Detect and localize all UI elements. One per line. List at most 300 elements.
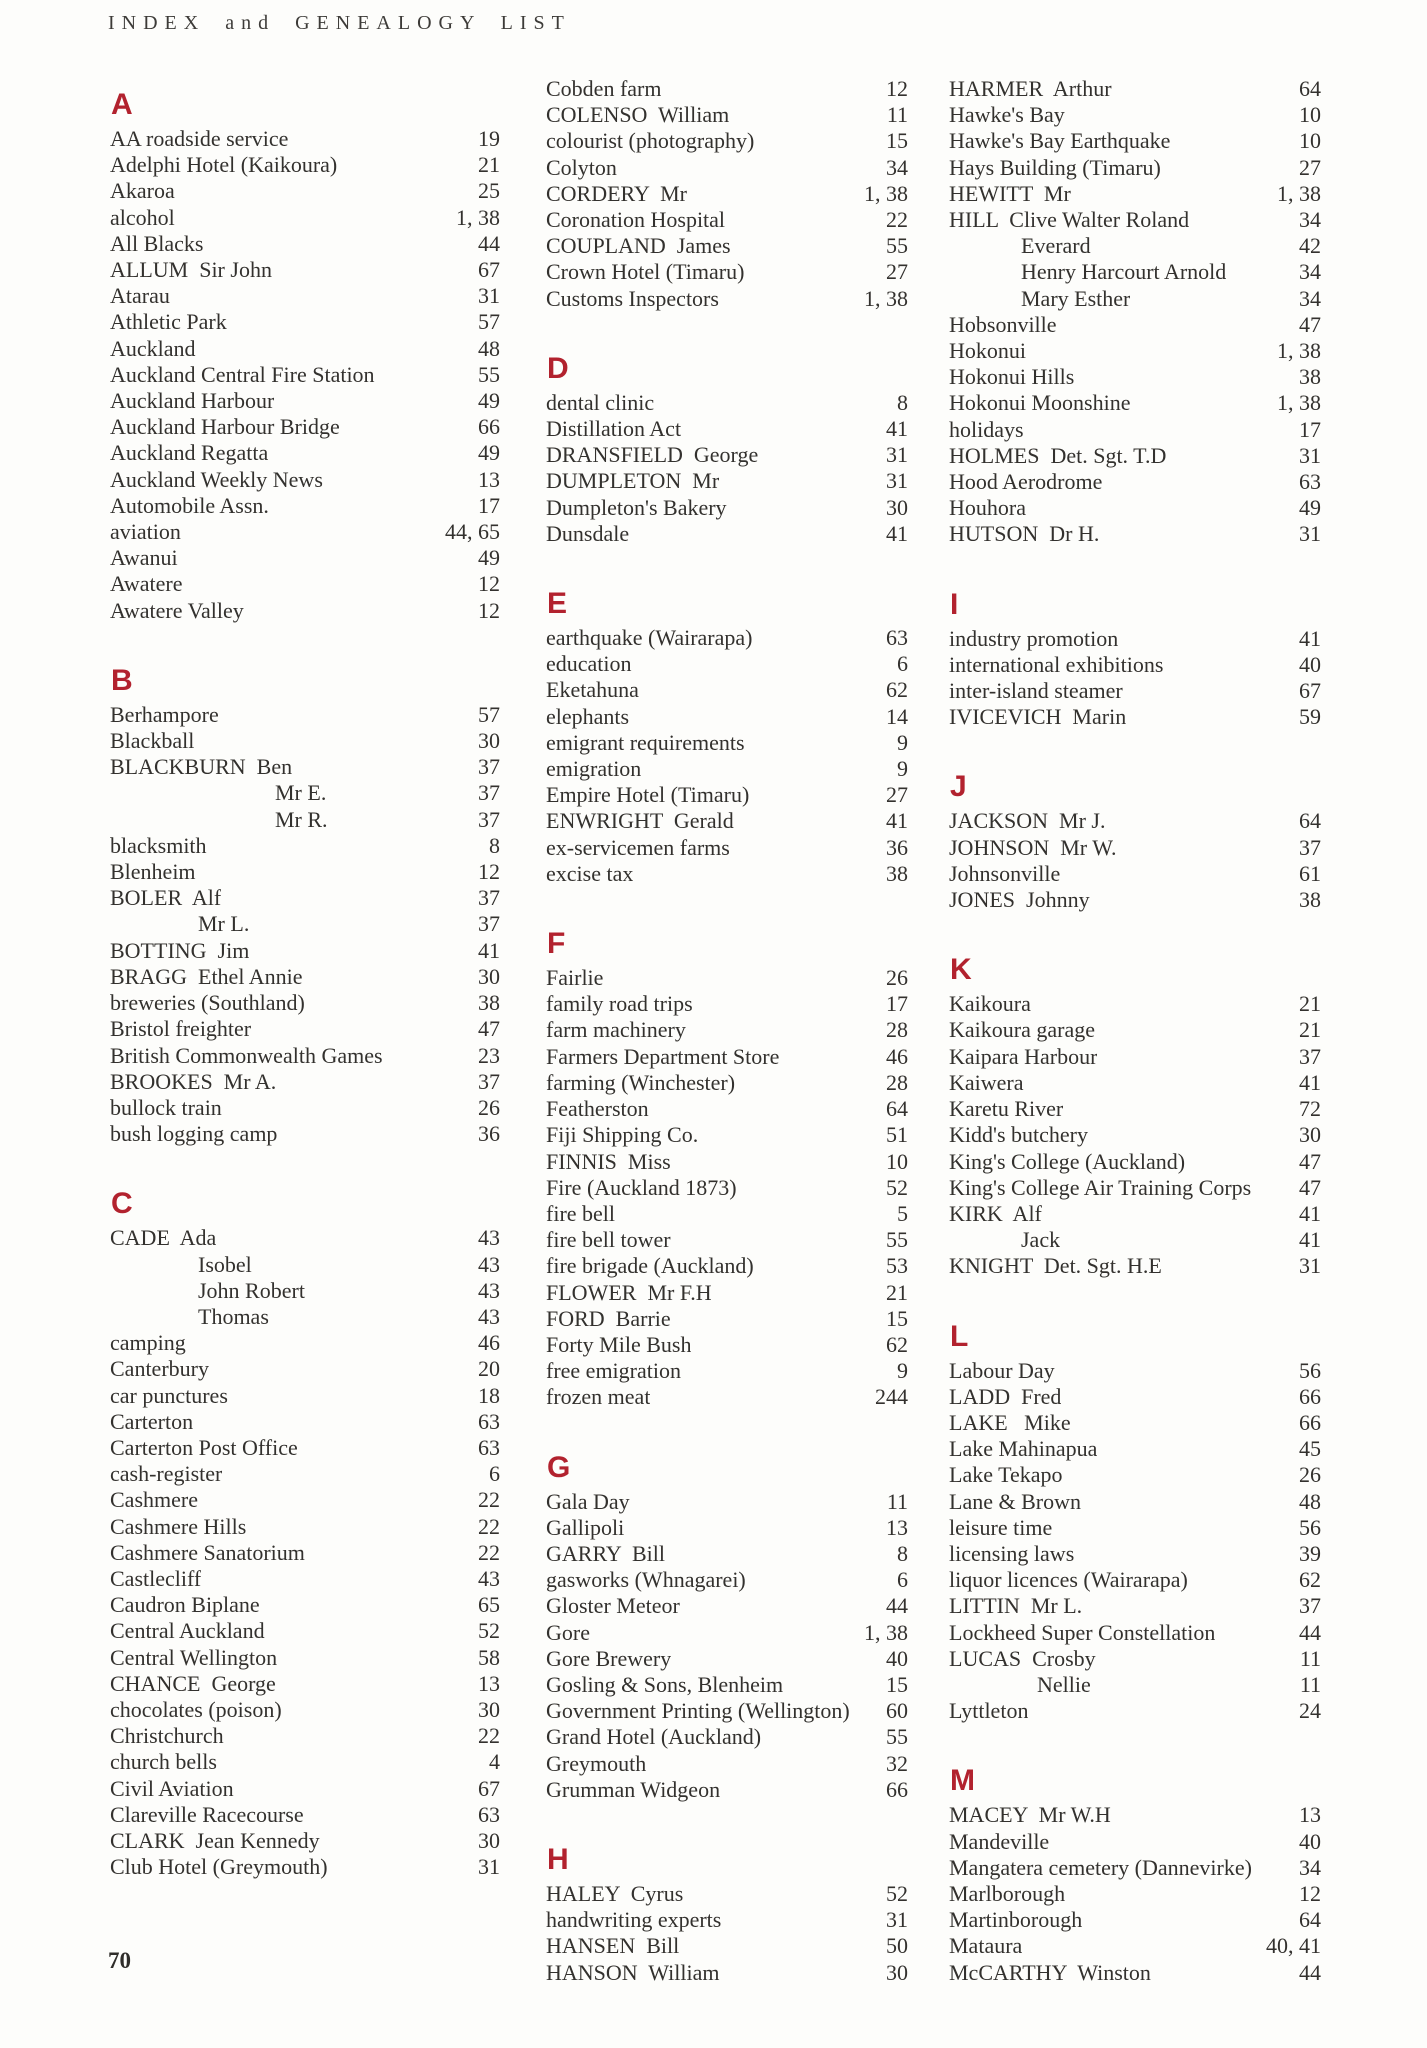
entry-page-numbers: 21 [1299, 991, 1321, 1017]
index-entry [546, 651, 908, 677]
index-entry [546, 1017, 908, 1043]
entry-text: Marlborough [949, 1880, 1066, 1906]
index-entry [110, 1304, 500, 1330]
entry-text: licensing laws [949, 1540, 1075, 1566]
index-entry [546, 128, 908, 154]
entry-page-numbers: 41 [1299, 625, 1321, 651]
entry-page-numbers: 63 [478, 1434, 500, 1460]
index-entry [110, 1828, 500, 1854]
index-entry [110, 519, 500, 545]
entry-page-numbers: 26 [1299, 1462, 1321, 1488]
entry-text: Distillation Act [546, 416, 682, 442]
index-entry [110, 388, 500, 414]
section-letter-l: L [950, 1319, 969, 1353]
entry-text: Gosling & Sons, Blenheim [546, 1671, 784, 1697]
index-entry [546, 756, 908, 782]
entry-text: alcohol [110, 204, 175, 230]
index-entry [546, 76, 908, 102]
entry-page-numbers: 58 [478, 1644, 500, 1670]
entry-text: Thomas [198, 1303, 269, 1329]
entry-text: FLOWER Mr F.H [546, 1279, 712, 1305]
entry-page-numbers: 56 [1299, 1357, 1321, 1383]
entry-page-numbers: 41 [1299, 1069, 1321, 1095]
entry-page-numbers: 57 [478, 701, 500, 727]
index-entry [110, 1069, 500, 1095]
entry-text: colourist (photography) [546, 128, 755, 154]
index-entry [949, 259, 1321, 285]
entry-text: Nellie [1037, 1671, 1091, 1697]
index-entry [546, 1096, 908, 1122]
entry-page-numbers: 60 [886, 1698, 908, 1724]
index-entry [110, 545, 500, 571]
index-entry [546, 730, 908, 756]
entry-text: Awanui [110, 545, 178, 571]
index-entry [110, 1514, 500, 1540]
entry-page-numbers: 44 [1299, 1959, 1321, 1985]
entry-page-numbers: 15 [886, 1671, 908, 1697]
entry-page-numbers: 24 [1299, 1698, 1321, 1724]
index-entry [546, 1489, 908, 1515]
entry-page-numbers: 12 [478, 571, 500, 597]
index-entry [949, 1907, 1321, 1933]
index-entry [110, 1435, 500, 1461]
entry-text: Gloster Meteor [546, 1593, 680, 1619]
entry-text: Gallipoli [546, 1514, 625, 1540]
entry-page-numbers: 32 [886, 1750, 908, 1776]
index-entry [110, 1409, 500, 1435]
index-entry [949, 390, 1321, 416]
index-entry [546, 1751, 908, 1777]
entry-page-numbers: 1, 38 [864, 1619, 908, 1645]
entry-page-numbers: 22 [478, 1487, 500, 1513]
entry-page-numbers: 20 [478, 1356, 500, 1382]
entry-page-numbers: 42 [1299, 233, 1321, 259]
entry-text: HANSEN Bill [546, 1933, 680, 1959]
index-entry [949, 1017, 1321, 1043]
entry-page-numbers: 72 [1299, 1096, 1321, 1122]
entry-page-numbers: 40 [886, 1645, 908, 1671]
index-entry [949, 1201, 1321, 1227]
entry-text: Grumman Widgeon [546, 1776, 721, 1802]
entry-text: Cobden farm [546, 76, 662, 101]
entry-text: earthquake (Wairarapa) [546, 625, 753, 651]
index-entry [110, 702, 500, 728]
entry-text: HILL Clive Walter Roland [949, 207, 1190, 233]
entry-text: Government Printing (Wellington) [546, 1698, 850, 1724]
index-entry [949, 128, 1321, 154]
entry-text: Karetu River [949, 1096, 1064, 1122]
index-entry [110, 990, 500, 1016]
index-entry [110, 257, 500, 283]
entry-text: MACEY Mr W.H [949, 1802, 1111, 1828]
entry-page-numbers: 1, 38 [456, 204, 500, 230]
entry-text: Automobile Assn. [110, 492, 269, 518]
index-entry [546, 286, 908, 312]
entry-page-numbers: 64 [1299, 76, 1321, 101]
entry-text: HEWITT Mr [949, 180, 1071, 206]
section-letter-m: M [950, 1764, 975, 1798]
entry-page-numbers: 37 [1299, 1593, 1321, 1619]
section-letter-j: J [950, 770, 967, 804]
entry-text: John Robert [198, 1277, 305, 1303]
entry-text: education [546, 651, 632, 677]
index-entry [949, 207, 1321, 233]
index-entry [949, 1881, 1321, 1907]
index-entry [546, 1253, 908, 1279]
entry-page-numbers: 30 [478, 1696, 500, 1722]
entry-text: HOLMES Det. Sgt. T.D [949, 442, 1167, 468]
entry-page-numbers: 47 [478, 1016, 500, 1042]
index-entry [949, 1489, 1321, 1515]
index-entry [110, 1383, 500, 1409]
index-entry [110, 493, 500, 519]
entry-text: bush logging camp [110, 1121, 278, 1147]
entry-page-numbers: 30 [478, 963, 500, 989]
entry-page-numbers: 1, 38 [864, 180, 908, 206]
entry-text: Houhora [949, 495, 1026, 521]
entry-text: Fiji Shipping Co. [546, 1122, 699, 1148]
entry-text: Kaipara Harbour [949, 1043, 1098, 1069]
index-entry [949, 1672, 1321, 1698]
entry-text: emigration [546, 756, 642, 782]
entry-page-numbers: 48 [478, 335, 500, 361]
entry-text: Club Hotel (Greymouth) [110, 1854, 328, 1880]
index-entry [546, 704, 908, 730]
entry-page-numbers: 13 [478, 466, 500, 492]
entry-text: BOTTING Jim [110, 937, 250, 963]
entry-page-numbers: 62 [1299, 1567, 1321, 1593]
entry-page-numbers: 31 [886, 468, 908, 494]
entry-page-numbers: 17 [1299, 416, 1321, 442]
entry-page-numbers: 11 [886, 102, 908, 128]
entry-text: Clareville Racecourse [110, 1801, 304, 1827]
entry-page-numbers: 13 [478, 1670, 500, 1696]
index-entry [546, 1515, 908, 1541]
entry-page-numbers: 21 [886, 1279, 908, 1305]
index-entry [546, 1646, 908, 1672]
entry-page-numbers: 26 [478, 1094, 500, 1120]
entry-page-numbers: 10 [1299, 102, 1321, 128]
entry-text: CADE Ada [110, 1225, 217, 1251]
entry-page-numbers: 30 [478, 728, 500, 754]
entry-page-numbers: 67 [478, 1775, 500, 1801]
entry-text: Crown Hotel (Timaru) [546, 259, 745, 285]
entry-text: Featherston [546, 1096, 649, 1122]
entry-text: Lockheed Super Constellation [949, 1619, 1216, 1645]
entry-text: Kaiwera [949, 1069, 1024, 1095]
index-entry [949, 1960, 1321, 1986]
index-entry [546, 1384, 908, 1410]
entry-text: COLENSO William [546, 102, 730, 128]
entry-text: DUMPLETON Mr [546, 468, 720, 494]
entry-text: BOLER Alf [110, 885, 222, 911]
entry-text: Carterton Post Office [110, 1434, 298, 1460]
entry-page-numbers: 34 [886, 154, 908, 180]
index-entry [546, 416, 908, 442]
index-entry [949, 1384, 1321, 1410]
entry-page-numbers: 62 [886, 677, 908, 703]
entry-page-numbers: 67 [478, 257, 500, 283]
entry-page-numbers: 12 [478, 597, 500, 623]
index-entry [546, 625, 908, 651]
index-entry [546, 1724, 908, 1750]
index-entry [546, 102, 908, 128]
index-entry [949, 1096, 1321, 1122]
entry-text: All Blacks [110, 230, 204, 256]
entry-page-numbers: 59 [1299, 704, 1321, 730]
entry-page-numbers: 31 [1299, 442, 1321, 468]
entry-page-numbers: 55 [886, 233, 908, 259]
entry-text: Grand Hotel (Auckland) [546, 1724, 762, 1750]
index-entry [949, 102, 1321, 128]
entry-text: car punctures [110, 1382, 228, 1408]
index-entry [546, 1201, 908, 1227]
entry-page-numbers: 40 [1299, 1828, 1321, 1854]
index-entry [949, 991, 1321, 1017]
entry-text: Hokonui Moonshine [949, 390, 1131, 416]
entry-page-numbers: 12 [478, 859, 500, 885]
entry-page-numbers: 46 [886, 1043, 908, 1069]
index-entry [110, 1592, 500, 1618]
entry-page-numbers: 1, 38 [1277, 180, 1321, 206]
section-letter-f: F [547, 927, 566, 961]
entry-page-numbers: 43 [478, 1225, 500, 1251]
entry-text: gasworks (Whnagarei) [546, 1567, 746, 1593]
entry-page-numbers: 11 [1299, 1645, 1321, 1671]
entry-page-numbers: 49 [478, 545, 500, 571]
index-entry [949, 1515, 1321, 1541]
entry-page-numbers: 22 [478, 1539, 500, 1565]
entry-text: church bells [110, 1749, 217, 1775]
entry-text: Johnsonville [949, 860, 1061, 886]
entry-page-numbers: 37 [1299, 834, 1321, 860]
entry-text: chocolates (poison) [110, 1696, 282, 1722]
entry-text: CHANCE George [110, 1670, 276, 1696]
entry-page-numbers: 6 [489, 1461, 500, 1487]
entry-page-numbers: 13 [1299, 1802, 1321, 1828]
entry-text: emigrant requirements [546, 729, 745, 755]
entry-page-numbers: 64 [886, 1096, 908, 1122]
entry-page-numbers: 61 [1299, 860, 1321, 886]
index-entry [110, 1618, 500, 1644]
index-entry [110, 728, 500, 754]
entry-text: British Commonwealth Games [110, 1042, 383, 1068]
entry-text: LITTIN Mr L. [949, 1593, 1083, 1619]
entry-text: ENWRIGHT Gerald [546, 808, 734, 834]
index-entry [110, 1487, 500, 1513]
entry-text: Hays Building (Timaru) [949, 154, 1161, 180]
entry-text: HANSON William [546, 1959, 720, 1985]
entry-text: holidays [949, 416, 1024, 442]
entry-text: bullock train [110, 1094, 222, 1120]
index-entry [546, 1698, 908, 1724]
index-entry [546, 965, 908, 991]
index-entry [949, 861, 1321, 887]
entry-text: JOHNSON Mr W. [949, 834, 1117, 860]
entry-text: family road trips [546, 991, 693, 1017]
index-entry [949, 155, 1321, 181]
section-letter-c: C [111, 1187, 133, 1221]
entry-text: Jack [1021, 1227, 1061, 1253]
index-entry [110, 414, 500, 440]
entry-page-numbers: 44 [478, 230, 500, 256]
entry-page-numbers: 65 [478, 1592, 500, 1618]
index-entry [546, 1777, 908, 1803]
index-entry [110, 283, 500, 309]
entry-page-numbers: 38 [886, 860, 908, 886]
index-entry [949, 1646, 1321, 1672]
entry-page-numbers: 17 [478, 492, 500, 518]
entry-page-numbers: 50 [886, 1933, 908, 1959]
index-entry [110, 1854, 500, 1880]
entry-text: Kaikoura [949, 991, 1031, 1017]
entry-text: elephants [546, 703, 630, 729]
entry-text: Isobel [198, 1251, 252, 1277]
entry-page-numbers: 27 [886, 782, 908, 808]
entry-text: Mary Esther [1021, 285, 1131, 311]
index-entry [546, 495, 908, 521]
entry-page-numbers: 6 [897, 1567, 908, 1593]
entry-page-numbers: 43 [478, 1277, 500, 1303]
index-entry [110, 205, 500, 231]
entry-text: Labour Day [949, 1357, 1055, 1383]
index-entry [949, 286, 1321, 312]
entry-page-numbers: 43 [478, 1565, 500, 1591]
entry-text: LADD Fred [949, 1383, 1062, 1409]
index-entry [949, 312, 1321, 338]
index-entry [110, 440, 500, 466]
index-entry [949, 1698, 1321, 1724]
index-entry [110, 1461, 500, 1487]
entry-text: Kaikoura garage [949, 1017, 1095, 1043]
entry-page-numbers: 64 [1299, 808, 1321, 834]
index-entry [949, 678, 1321, 704]
entry-text: Lake Tekapo [949, 1462, 1063, 1488]
entry-page-numbers: 40, 41 [1266, 1933, 1321, 1959]
entry-text: Central Auckland [110, 1618, 265, 1644]
entry-page-numbers: 8 [489, 832, 500, 858]
entry-page-numbers: 41 [1299, 1227, 1321, 1253]
entry-page-numbers: 30 [478, 1827, 500, 1853]
index-entry [110, 833, 500, 859]
index-entry [949, 417, 1321, 443]
index-entry [949, 1541, 1321, 1567]
section-letter-d: D [547, 351, 569, 385]
entry-text: liquor licences (Wairarapa) [949, 1567, 1188, 1593]
entry-page-numbers: 47 [1299, 1148, 1321, 1174]
entry-text: Carterton [110, 1408, 194, 1434]
index-entry [546, 1541, 908, 1567]
entry-page-numbers: 28 [886, 1017, 908, 1043]
index-entry [949, 1358, 1321, 1384]
entry-text: free emigration [546, 1358, 681, 1384]
entry-text: Gore [546, 1619, 590, 1645]
index-entry [546, 782, 908, 808]
index-entry [110, 1671, 500, 1697]
entry-page-numbers: 34 [1299, 207, 1321, 233]
index-entry [949, 1933, 1321, 1959]
entry-text: JACKSON Mr J. [949, 808, 1106, 834]
index-entry [949, 233, 1321, 259]
index-entry [546, 1306, 908, 1332]
index-entry [110, 152, 500, 178]
entry-text: fire brigade (Auckland) [546, 1253, 754, 1279]
entry-page-numbers: 55 [478, 361, 500, 387]
entry-text: King's College (Auckland) [949, 1148, 1186, 1174]
index-entry [546, 1907, 908, 1933]
entry-text: Everard [1021, 233, 1091, 259]
entry-text: HUTSON Dr H. [949, 521, 1100, 547]
index-entry [949, 1462, 1321, 1488]
section-letter-a: A [111, 88, 133, 121]
index-entry [949, 521, 1321, 547]
entry-page-numbers: 12 [1299, 1880, 1321, 1906]
entry-text: BRAGG Ethel Annie [110, 963, 303, 989]
entry-text: ALLUM Sir John [110, 257, 272, 283]
index-entry [110, 336, 500, 362]
entry-text: Forty Mile Bush [546, 1331, 692, 1357]
entry-text: inter-island steamer [949, 678, 1123, 704]
index-entry [949, 1855, 1321, 1881]
entry-page-numbers: 63 [886, 625, 908, 651]
entry-text: Kidd's butchery [949, 1122, 1088, 1148]
entry-page-numbers: 41 [478, 937, 500, 963]
index-entry [949, 1253, 1321, 1279]
index-column-3 [949, 76, 1321, 1986]
index-entry [110, 1776, 500, 1802]
index-entry [546, 808, 908, 834]
entry-text: Hawke's Bay [949, 102, 1065, 128]
entry-text: farming (Winchester) [546, 1069, 736, 1095]
entry-page-numbers: 41 [886, 416, 908, 442]
index-entry [110, 859, 500, 885]
entry-text: Greymouth [546, 1750, 647, 1776]
entry-page-numbers: 19 [478, 126, 500, 151]
entry-text: Colyton [546, 154, 617, 180]
entry-page-numbers: 39 [1299, 1540, 1321, 1566]
entry-text: frozen meat [546, 1384, 651, 1410]
entry-page-numbers: 56 [1299, 1514, 1321, 1540]
index-entry [546, 155, 908, 181]
entry-page-numbers: 63 [478, 1408, 500, 1434]
entry-page-numbers: 37 [478, 754, 500, 780]
entry-text: Berhampore [110, 701, 219, 727]
index-entry [546, 390, 908, 416]
section-letter-h: H [547, 1842, 569, 1876]
entry-text: Civil Aviation [110, 1775, 234, 1801]
entry-page-numbers: 41 [1299, 1200, 1321, 1226]
entry-text: Hood Aerodrome [949, 469, 1103, 495]
index-entry [546, 1881, 908, 1907]
entry-page-numbers: 10 [1299, 128, 1321, 154]
entry-text: CORDERY Mr [546, 180, 687, 206]
entry-text: fire bell tower [546, 1227, 671, 1253]
index-entry [546, 1149, 908, 1175]
index-entry [949, 338, 1321, 364]
entry-page-numbers: 22 [478, 1513, 500, 1539]
index-entry [949, 1436, 1321, 1462]
index-entry [546, 1593, 908, 1619]
index-entry [949, 364, 1321, 390]
entry-text: Auckland Harbour [110, 388, 275, 414]
index-entry [546, 207, 908, 233]
entry-text: Lake Mahinapua [949, 1436, 1098, 1462]
entry-text: Eketahuna [546, 677, 639, 703]
entry-text: Awatere Valley [110, 597, 244, 623]
index-entry [546, 1175, 908, 1201]
entry-page-numbers: 31 [478, 283, 500, 309]
entry-text: Christchurch [110, 1723, 224, 1749]
